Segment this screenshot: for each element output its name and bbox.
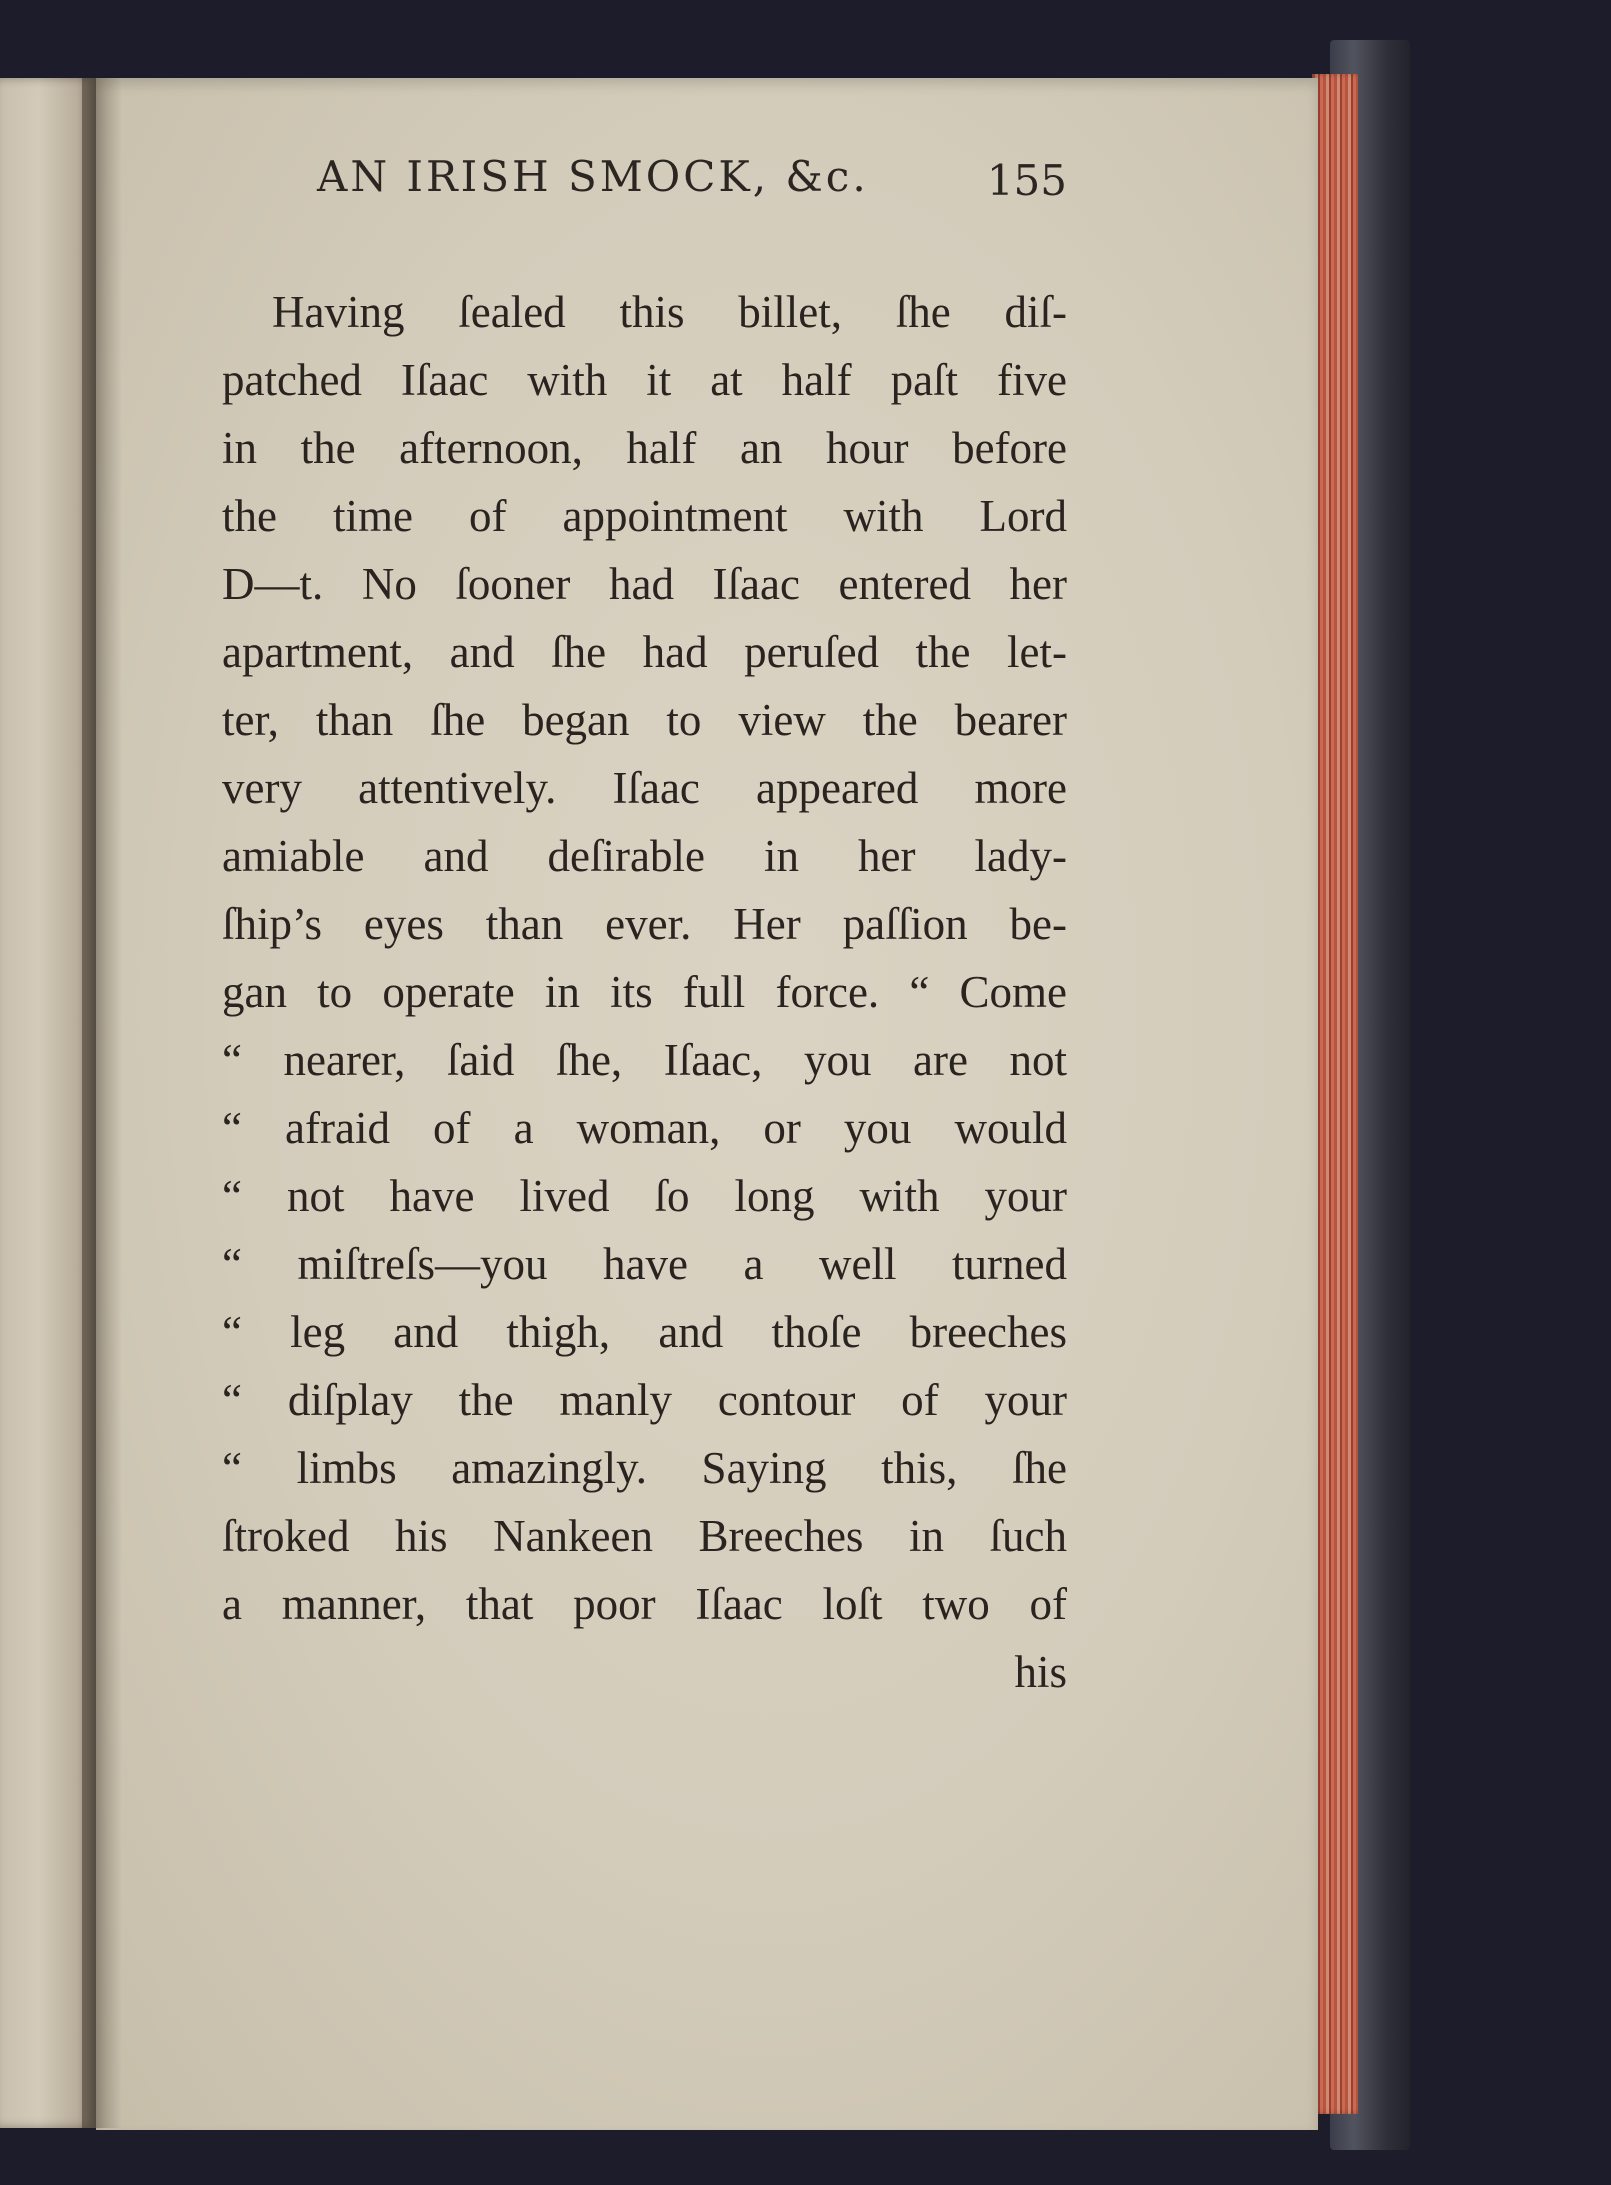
running-head — [222, 152, 1067, 212]
running-head-title: AN IRISH SMOCK, &c. — [317, 152, 869, 201]
body-text — [222, 278, 1067, 1706]
text-line: ſhip’s eyes than ever. Her paſſion be- — [222, 899, 1067, 949]
text-line: gan to operate in its full force. “ Come — [222, 967, 1067, 1017]
text-line: “ afraid of a woman, or you would — [222, 1103, 1067, 1153]
text-line: “ nearer, ſaid ſhe, Iſaac, you are not — [222, 1035, 1067, 1085]
text-line: “ miſtreſs—you have a well turned — [222, 1239, 1067, 1289]
text-line: “ not have lived ſo long with your — [222, 1171, 1067, 1221]
text-line: “ diſplay the manly contour of your — [222, 1375, 1067, 1425]
text-line: ter, than ſhe began to view the bearer — [222, 695, 1067, 745]
text-line: amiable and deſirable in her lady- — [222, 831, 1067, 881]
page-number: 155 — [986, 156, 1067, 205]
text-line: “ leg and thigh, and thoſe breeches — [222, 1307, 1067, 1357]
text-line: in the afternoon, half an hour before — [222, 423, 1067, 473]
text-line: very attentively. Iſaac appeared more — [222, 763, 1067, 813]
text-line: Having ſealed this billet, ſhe diſ- — [272, 287, 1067, 337]
text-line: apartment, and ſhe had peruſed the let- — [222, 627, 1067, 677]
text-line: D—t. No ſooner had Iſaac entered her — [222, 559, 1067, 609]
text-line: “ limbs amazingly. Saying this, ſhe — [222, 1443, 1067, 1493]
catchword: his — [1014, 1647, 1067, 1697]
text-line: patched Iſaac with it at half paſt five — [222, 355, 1067, 405]
gutter-shadow — [82, 78, 122, 2128]
text-line: ſtroked his Nankeen Breeches in ſuch — [222, 1511, 1067, 1561]
red-page-edges — [1312, 74, 1358, 2114]
text-line: a manner, that poor Iſaac loſt two of — [222, 1579, 1067, 1629]
text-line: the time of appointment with Lord — [222, 491, 1067, 541]
